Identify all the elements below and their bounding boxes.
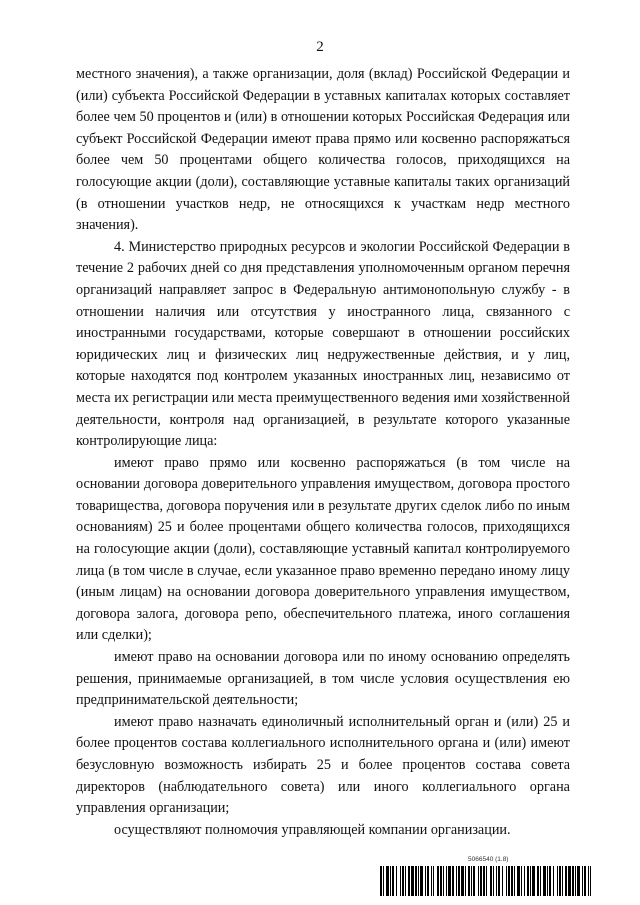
document-body [76, 64, 570, 841]
page-number: 2 [316, 39, 324, 55]
paragraph-5: имеют право назначать единоличный исполнительный орган и (или) 25 и более процентов состава коллегиального исполнительного органа и (или) имеют безусловную возможность избирать 25 и более процентов состава совета директоров (наблюдательного совета) или иного коллегиального органа управления организации; [76, 713, 570, 817]
paragraph-1: местного значения), а также организации, доля (вклад) Российской Федерации и (или) субъекта Российской Федерации в уставных капиталах которых составляет более чем 50 процентов и (или) в отношении которых Российская Федерация или субъект Российской Федерации имеют права прямо или косвенно распоряжаться более чем 50 процентами общего количества голосов, приходящихся на голосующие акции (доли), составляющие уставные капиталы таких организаций (в отношении участков недр, не относящихся к участкам недр местного значения). [76, 66, 570, 234]
paragraph-4: имеют право на основании договора или по иному основанию определять решения, принимаемые организацией, в том числе условия осуществления ею предпринимательской деятельности; [76, 649, 570, 709]
barcode-icon [380, 866, 592, 896]
document-code: 5066540 (1.8) [468, 856, 509, 863]
paragraph-3: имеют право прямо или косвенно распоряжаться (в том числе на основании договора доверительного управления имуществом, договора простого товарищества, договора поручения или в результате других сделок либо по иным основаниям) 25 и более процентами общего количества голосов, приходящихся на голосующие акции (доли), составляющие уставный капитал контролируемого лица (в том числе в случае, если указанное право временно передано иному лицу (иным лицам) на основании договора доверительного управления имуществом, договора залога, договора репо, обеспечительного платежа, иного соглашения или сделки); [76, 454, 570, 644]
paragraph-2: 4. Министерство природных ресурсов и экологии Российской Федерации в течение 2 рабочих дней со дня представления уполномоченным органом перечня организаций направляет запрос в Федеральную антимонопольную службу - в отношении наличия или отсутствия у иностранного лица, связанного с иностранными государствами, которые совершают в отношении российских юридических лиц и физических лиц недружественные действия, и у лиц, которые находятся под контролем указанных иностранных лиц, независимо от места их регистрации или места преимущественного ведения ими хозяйственной деятельности, контроля над организацией, в результате которого указанные контролирующие лица: [76, 238, 570, 450]
document-footer [380, 856, 592, 896]
paragraph-6: осуществляют полномочия управляющей компании организации. [114, 821, 511, 838]
